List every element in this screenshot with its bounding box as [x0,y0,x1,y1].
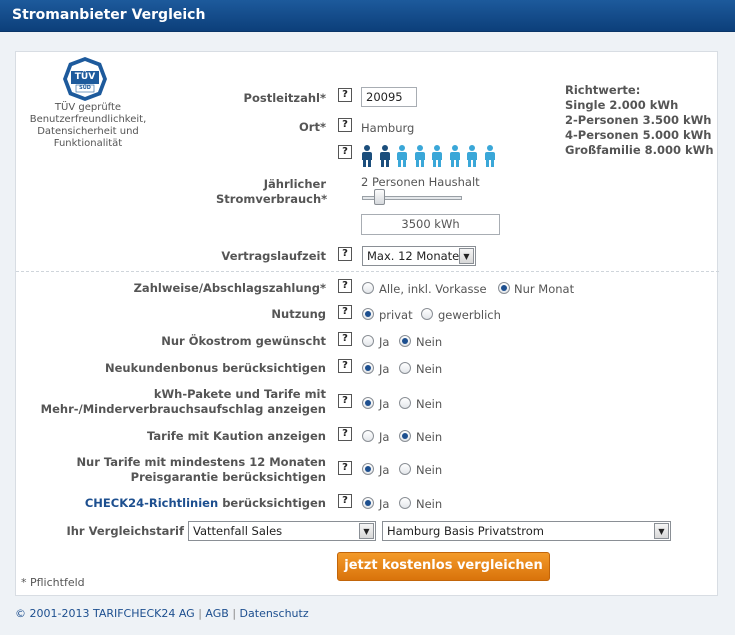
oekostrom-label: Nur Ökostrom gewünscht [161,334,326,348]
zahlweise-option-alle: Alle, inkl. Vorkasse [379,282,487,296]
bonus-radio-ja[interactable] [362,362,374,374]
oekostrom-radio-nein[interactable] [399,335,411,347]
comparison-form-panel [15,51,718,596]
provider-select[interactable] [188,521,376,541]
provider-selected-value: Vattenfall Sales [193,524,283,538]
pakete-radio-nein[interactable] [399,397,411,409]
richtwerte-title: Richtwerte: [565,83,641,97]
richtlinien-link[interactable]: CHECK24-Richtlinien [84,496,219,510]
footer-link-datenschutz[interactable]: Datenschutz [239,607,309,620]
chevron-down-icon[interactable]: ▼ [654,523,669,539]
richtlinien-label [36,496,326,511]
preisgarantie-radio-nein[interactable] [399,463,411,475]
nutzung-option-gewerblich: gewerblich [438,308,501,322]
richtwerte-row: Single 2.000 kWh [565,98,679,112]
laufzeit-select[interactable] [362,246,476,266]
compare-submit-button[interactable]: jetzt kostenlos vergleichen [337,552,550,581]
bonus-radio-nein[interactable] [399,362,411,374]
oekostrom-radio-ja[interactable] [362,335,374,347]
footer-separator: | [232,607,237,620]
pakete-label [36,387,326,417]
plz-label: Postleitzahl* [243,91,326,105]
kaution-help-icon[interactable]: ? [338,427,352,441]
zahlweise-label: Zahlweise/Abschlagszahlung* [133,281,326,295]
zahlweise-radio-monat[interactable] [498,282,510,294]
footer-copyright[interactable]: © 2001-2013 TARIFCHECK24 AG [15,607,195,620]
ort-label: Ort* [299,120,326,134]
tariff-select[interactable] [382,521,671,541]
richtwerte-row: Großfamilie 8.000 kWh [565,143,714,157]
person-icon[interactable] [397,145,407,167]
verbrauch-label: Jährlicher Stromverbrauch* [216,177,328,206]
title-bar [0,0,735,32]
preisgarantie-option-nein: Nein [416,463,443,477]
richtwerte-row: 2-Personen 3.500 kWh [565,113,712,127]
bonus-option-nein: Nein [416,362,443,376]
person-icon[interactable] [432,145,442,167]
person-selector[interactable] [362,144,502,168]
kaution-label: Tarife mit Kaution anzeigen [147,429,326,443]
preisgarantie-label-line2: Preisgarantie berücksichtigen [130,470,326,484]
person-icon[interactable] [380,145,390,167]
oekostrom-option-nein: Nein [416,335,443,349]
richtwerte-row: 4-Personen 5.000 kWh [565,128,712,142]
chevron-down-icon[interactable]: ▼ [459,248,474,264]
section-divider [16,271,719,272]
tuv-logo-text: TÜV [74,72,96,82]
nutzung-label: Nutzung [271,307,326,321]
preisgarantie-label-line1: Nur Tarife mit mindestens 12 Monaten [76,455,326,469]
pakete-radio-ja[interactable] [362,397,374,409]
page-title: Stromanbieter Vergleich [12,7,206,23]
persons-help-icon[interactable]: ? [338,145,352,159]
oekostrom-option-ja: Ja [379,335,390,349]
person-icon[interactable] [485,145,495,167]
person-icon[interactable] [467,145,477,167]
bonus-option-ja: Ja [379,362,390,376]
footer [15,607,309,620]
ort-value: Hamburg [361,121,415,135]
person-icon[interactable] [415,145,425,167]
preisgarantie-label [36,455,326,485]
nutzung-radio-privat[interactable] [362,308,374,320]
person-icon[interactable] [362,145,372,167]
preisgarantie-radio-ja[interactable] [362,463,374,475]
bonus-help-icon[interactable]: ? [338,359,352,373]
zahlweise-option-monat: Nur Monat [514,282,575,296]
richtlinien-label-text: berücksichtigen [218,496,326,510]
preisgarantie-option-ja: Ja [379,463,390,477]
household-text: 2 Personen Haushalt [361,175,480,189]
plz-help-icon[interactable]: ? [338,88,352,102]
required-note: * Pflichtfeld [21,576,85,589]
chevron-down-icon[interactable]: ▼ [359,523,374,539]
preisgarantie-help-icon[interactable]: ? [338,461,352,475]
richtlinien-radio-nein[interactable] [399,497,411,509]
nutzung-option-privat: privat [379,308,413,322]
tuv-logo [62,56,108,102]
pakete-help-icon[interactable]: ? [338,394,352,408]
tuv-caption: TÜV geprüfte Benutzerfreundlichkeit, Datensicherheit und Funktionalität [29,102,147,149]
person-icon[interactable] [450,145,460,167]
vergleichstarif-label: Ihr Vergleichstarif [66,524,184,538]
richtlinien-radio-ja[interactable] [362,497,374,509]
consumption-input[interactable]: 3500 kWh [361,214,500,235]
kaution-radio-ja[interactable] [362,430,374,442]
kaution-option-ja: Ja [379,430,390,444]
richtlinien-option-ja: Ja [379,497,390,511]
richtlinien-help-icon[interactable]: ? [338,494,352,508]
richtlinien-option-nein: Nein [416,497,443,511]
footer-separator: | [198,607,202,620]
plz-input[interactable]: 20095 [361,87,417,107]
consumption-slider-handle[interactable] [374,189,385,205]
richtwerte-box [565,83,714,158]
ort-help-icon[interactable]: ? [338,118,352,132]
tuv-logo-subtext: SÜD [79,85,91,91]
zahlweise-radio-alle[interactable] [362,282,374,294]
pakete-label-line1: kWh-Pakete und Tarife mit [153,387,326,401]
nutzung-help-icon[interactable]: ? [338,305,352,319]
zahlweise-help-icon[interactable]: ? [338,279,352,293]
kaution-option-nein: Nein [416,430,443,444]
pakete-option-nein: Nein [416,397,443,411]
laufzeit-help-icon[interactable]: ? [338,247,352,261]
laufzeit-label: Vertragslaufzeit [221,249,326,263]
footer-link-agb[interactable]: AGB [205,607,229,620]
laufzeit-selected-value: Max. 12 Monate [367,249,460,263]
pakete-label-line2: Mehr-/Minderverbrauchsaufschlag anzeigen [40,402,326,416]
kaution-radio-nein[interactable] [399,430,411,442]
tariff-selected-value: Hamburg Basis Privatstrom [387,524,544,538]
nutzung-radio-gewerblich[interactable] [421,308,433,320]
bonus-label: Neukundenbonus berücksichtigen [104,361,326,375]
pakete-option-ja: Ja [379,397,390,411]
oekostrom-help-icon[interactable]: ? [338,332,352,346]
